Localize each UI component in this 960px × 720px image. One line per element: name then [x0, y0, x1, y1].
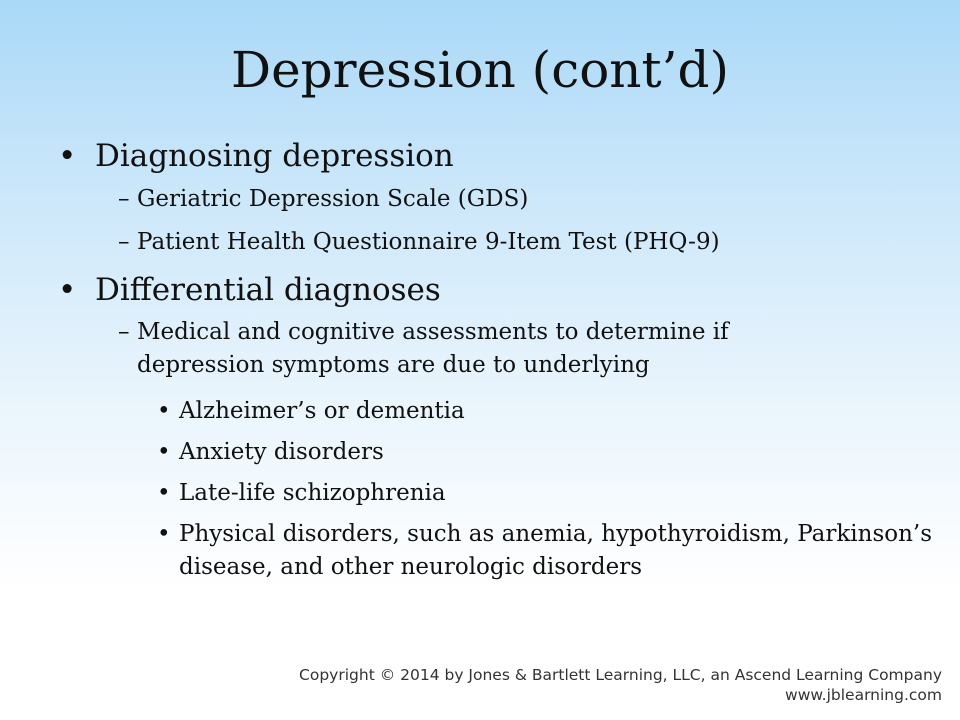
bullet-icon: • [157, 480, 171, 506]
bullet-icon: • [58, 272, 77, 308]
dash-icon: – [118, 319, 130, 345]
subsubitem-text: Anxiety disorders [179, 439, 384, 465]
bullet-text: Diagnosing depression [95, 138, 454, 174]
dash-icon: – [118, 186, 130, 212]
copyright-footer [299, 665, 942, 705]
subsubitem-text: Physical disorders, such as anemia, hypothyroidism, Parkinson’s disease, and other neurologic disorders [179, 521, 933, 580]
bullet-icon: • [157, 398, 171, 424]
slide-title: Depression (cont’d) [231, 41, 729, 99]
subitem-text: Geriatric Depression Scale (GDS) [137, 186, 529, 212]
bullet-text: Differential diagnoses [95, 272, 441, 308]
copyright-url: www.jblearning.com [785, 686, 942, 704]
bullet-icon: • [58, 138, 77, 174]
subsubitem-text: Alzheimer’s or dementia [179, 398, 465, 424]
dash-icon: – [118, 229, 130, 255]
bullet-icon: • [157, 521, 171, 547]
bullet-icon: • [157, 439, 171, 465]
subitem-text: Patient Health Questionnaire 9-Item Test (PHQ-9) [137, 229, 720, 255]
subitem-text: Medical and cognitive assessments to determine if depression symptoms are due to underlying [137, 319, 729, 378]
copyright-text: Copyright © 2014 by Jones & Bartlett Learning, LLC, an Ascend Learning Company [299, 666, 942, 684]
subsubitem-text: Late-life schizophrenia [179, 480, 446, 506]
